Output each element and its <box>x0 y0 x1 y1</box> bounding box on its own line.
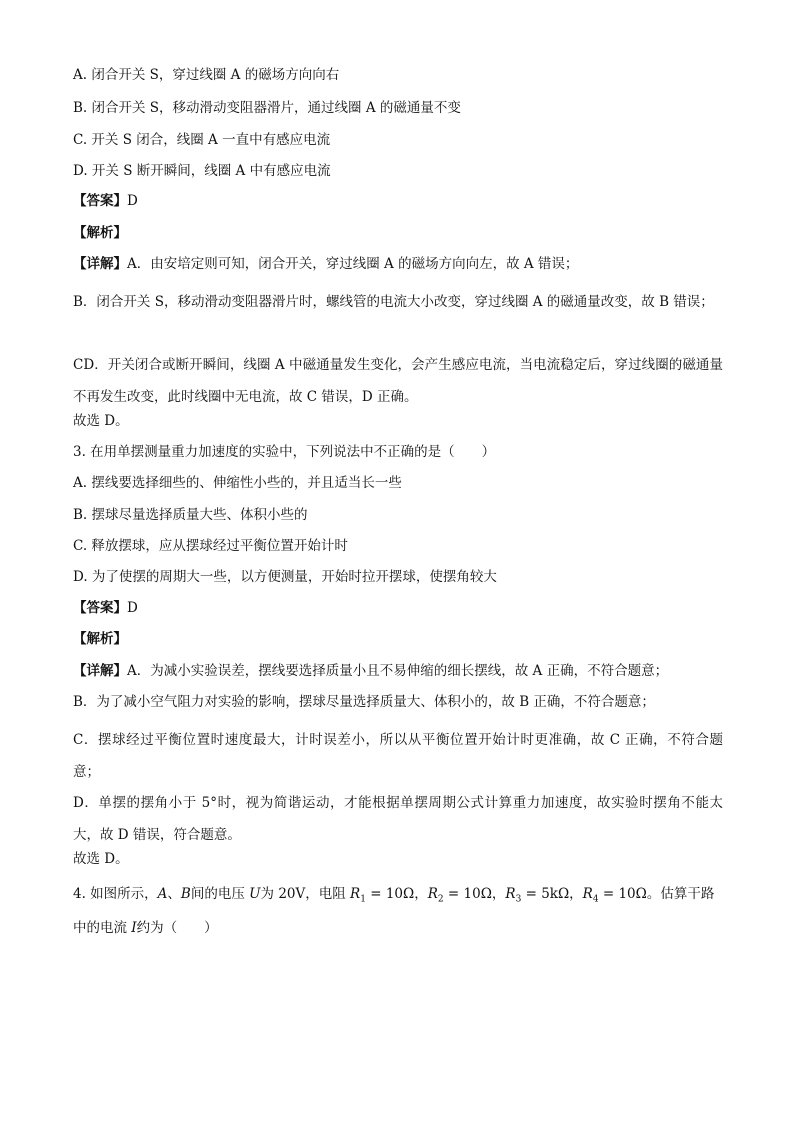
q2-option-b: B. 闭合开关 S，移动滑动变阻器滑片，通过线圈 A 的磁通量不变 <box>73 100 461 116</box>
resistor-r2-subscript: 2 <box>437 894 444 905</box>
q3-option-d: D. 为了使摆的周期大一些，以方便测量，开始时拉开摆球，使摆角较大 <box>73 569 497 585</box>
resistor-r4-value: = 10Ω。估算干路 <box>598 886 715 902</box>
q4-stem-text: 约为（ ） <box>136 920 218 936</box>
q2-option-a: A. 闭合开关 S，穿过线圈 A 的磁场方向向右 <box>73 67 340 83</box>
q3-conclusion: 故选 D。 <box>73 851 129 867</box>
point-b-label: B <box>180 886 191 902</box>
q3-detail-c: C．摆球经过平衡位置时速度最大，计时误差小，所以从平衡位置开始计时更准确，故 C 正确，不符合题意； <box>73 732 723 780</box>
resistor-r3-subscript: 3 <box>515 894 522 905</box>
detail-tag: 【 详解 】 <box>73 663 127 679</box>
q4-stem-text: 为 20V，电阻 <box>260 886 351 902</box>
q3-option-b: B. 摆球尽量选择质量大些、体积小些的 <box>73 507 308 523</box>
q2-detail-cd: CD．开关闭合或断开瞬间，线圈 A 中磁通量发生变化，会产生感应电流，当电流稳定后，穿过线圈的磁通量不再发生改变，此时线圈中无电流，故 C 错误，D 正确。 <box>73 357 723 405</box>
resistor-r1-symbol: R <box>350 886 361 902</box>
resistor-r2-value: = 10Ω， <box>443 886 506 902</box>
resistor-r4-subscript: 4 <box>592 894 599 905</box>
analysis-tag: 【 解析 】 <box>73 225 127 241</box>
resistor-r4-symbol: R <box>582 886 593 902</box>
q2-option-d: D. 开关 S 断开瞬间，线圈 A 中有感应电流 <box>73 163 331 179</box>
q3-option-c: C. 释放摆球，应从摆球经过平衡位置开始计时 <box>73 538 348 554</box>
separator: 、 <box>167 886 181 902</box>
q4-stem-text: 中的电流 <box>73 920 132 936</box>
q3-detail-d: D．单摆的摆角小于 5°时，视为简谐运动，才能根据单摆周期公式计算重力加速度，故实验时摆角不能太大，故 D 错误，符合题意。 <box>73 795 723 843</box>
point-a-label: A <box>157 886 168 902</box>
q2-answer <box>73 192 723 210</box>
resistor-r3-value: = 5kΩ， <box>521 886 583 902</box>
analysis-tag: 【 解析 】 <box>73 631 127 647</box>
answer-tag: 【 答案 】 <box>73 600 127 616</box>
q3-stem: 3. 在用单摆测量重力加速度的实验中，下列说法中不正确的是（ ） <box>73 444 496 460</box>
detail-text: A．为减小实验误差，摆线要选择质量小且不易伸缩的细长摆线，故 A 正确，不符合题意； <box>127 663 669 679</box>
resistor-r2-symbol: R <box>427 886 438 902</box>
q2-conclusion: 故选 D。 <box>73 413 129 429</box>
detail-text: A．由安培定则可知，闭合开关，穿过线圈 A 的磁场方向向左，故 A 错误； <box>127 256 579 272</box>
q4-stem-text: 间的电压 <box>190 886 250 902</box>
resistor-r1-subscript: 1 <box>360 894 366 905</box>
current-symbol: I <box>131 920 137 936</box>
q3-detail-b: B．为了减小空气阻力对实验的影响，摆球尽量选择质量大、体积小的，故 B 正确，不符合题意； <box>73 694 655 710</box>
q4-stem-text: 4. 如图所示， <box>73 886 158 902</box>
resistor-r1-value: = 10Ω， <box>365 886 428 902</box>
resistor-r3-symbol: R <box>505 886 516 902</box>
q4-stem-line2 <box>73 919 723 937</box>
q4-stem-line1 <box>73 885 723 909</box>
q3-answer <box>73 599 723 617</box>
q2-analysis-heading <box>73 224 723 242</box>
answer-value: D <box>127 600 138 616</box>
q2-detail-a <box>73 255 723 273</box>
q2-option-c: C. 开关 S 闭合，线圈 A 一直中有感应电流 <box>73 132 331 148</box>
q3-option-a: A. 摆线要选择细些的、伸缩性小些的，并且适当长一些 <box>73 475 402 491</box>
voltage-symbol: U <box>249 886 261 902</box>
detail-tag: 【 详解 】 <box>73 256 127 272</box>
q2-detail-b: B．闭合开关 S，移动滑动变阻器滑片时，螺线管的电流大小改变，穿过线圈 A 的磁通量改变，故 B 错误； <box>73 294 714 310</box>
answer-value: D <box>127 193 138 209</box>
answer-tag: 【 答案 】 <box>73 193 127 209</box>
q3-analysis-heading <box>73 630 723 648</box>
q3-detail-a <box>73 662 723 680</box>
